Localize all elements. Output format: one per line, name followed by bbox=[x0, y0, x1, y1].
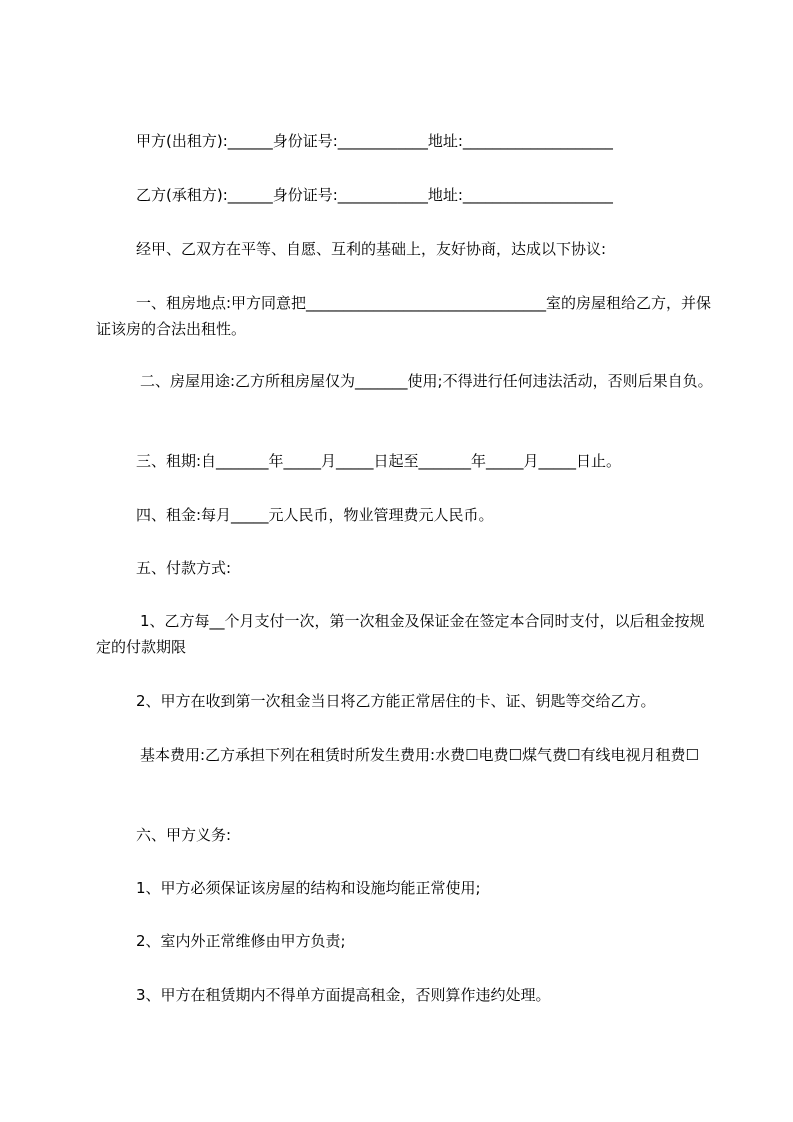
clause-3-term: 三、租期:自_______年_____月_____日起至_______年_____月_____日止。 bbox=[136, 452, 622, 470]
clause-6-title: 六、甲方义务: bbox=[136, 826, 232, 844]
party-a-line: 甲方(出租方):______身份证号:____________地址:____________________ bbox=[136, 132, 613, 150]
clause-4-rent: 四、租金:每月_____元人民币，物业管理费元人民币。 bbox=[136, 506, 494, 524]
party-b-line: 乙方(承租方):______身份证号:____________地址:____________________ bbox=[136, 186, 613, 204]
basic-fees-paragraph: 基本费用:乙方承担下列在租赁时所发生费用:水费☐电费☐煤气费☐有线电视月租费☐ bbox=[140, 746, 699, 764]
clause-6-item-3: 3、甲方在租赁期内不得单方面提高租金，否则算作违约处理。 bbox=[136, 986, 551, 1004]
clause-6-item-1: 1、甲方必须保证该房屋的结构和设施均能正常使用; bbox=[136, 879, 481, 897]
clause-5-item-1: 1、乙方每__个月支付一次，第一次租金及保证金在签定本合同时支付，以后租金按规定的付款期限 bbox=[96, 612, 705, 656]
clause-6-item-2: 2、室内外正常维修由甲方负责; bbox=[136, 932, 346, 950]
clause-2-usage: 二、房屋用途:乙方所租房屋仅为_______使用;不得进行任何违法活动，否则后果自负。 bbox=[140, 372, 713, 390]
clause-5-item-2: 2、甲方在收到第一次租金当日将乙方能正常居住的卡、证、钥匙等交给乙方。 bbox=[136, 692, 656, 710]
clause-5-title: 五、付款方式: bbox=[136, 559, 232, 577]
clause-1-location: 一、租房地点:甲方同意把________________________________室的房屋租给乙方，并保证该房的合法出租性。 bbox=[96, 294, 712, 338]
intro-paragraph: 经甲、乙双方在平等、自愿、互利的基础上，友好协商，达成以下协议: bbox=[136, 240, 607, 258]
